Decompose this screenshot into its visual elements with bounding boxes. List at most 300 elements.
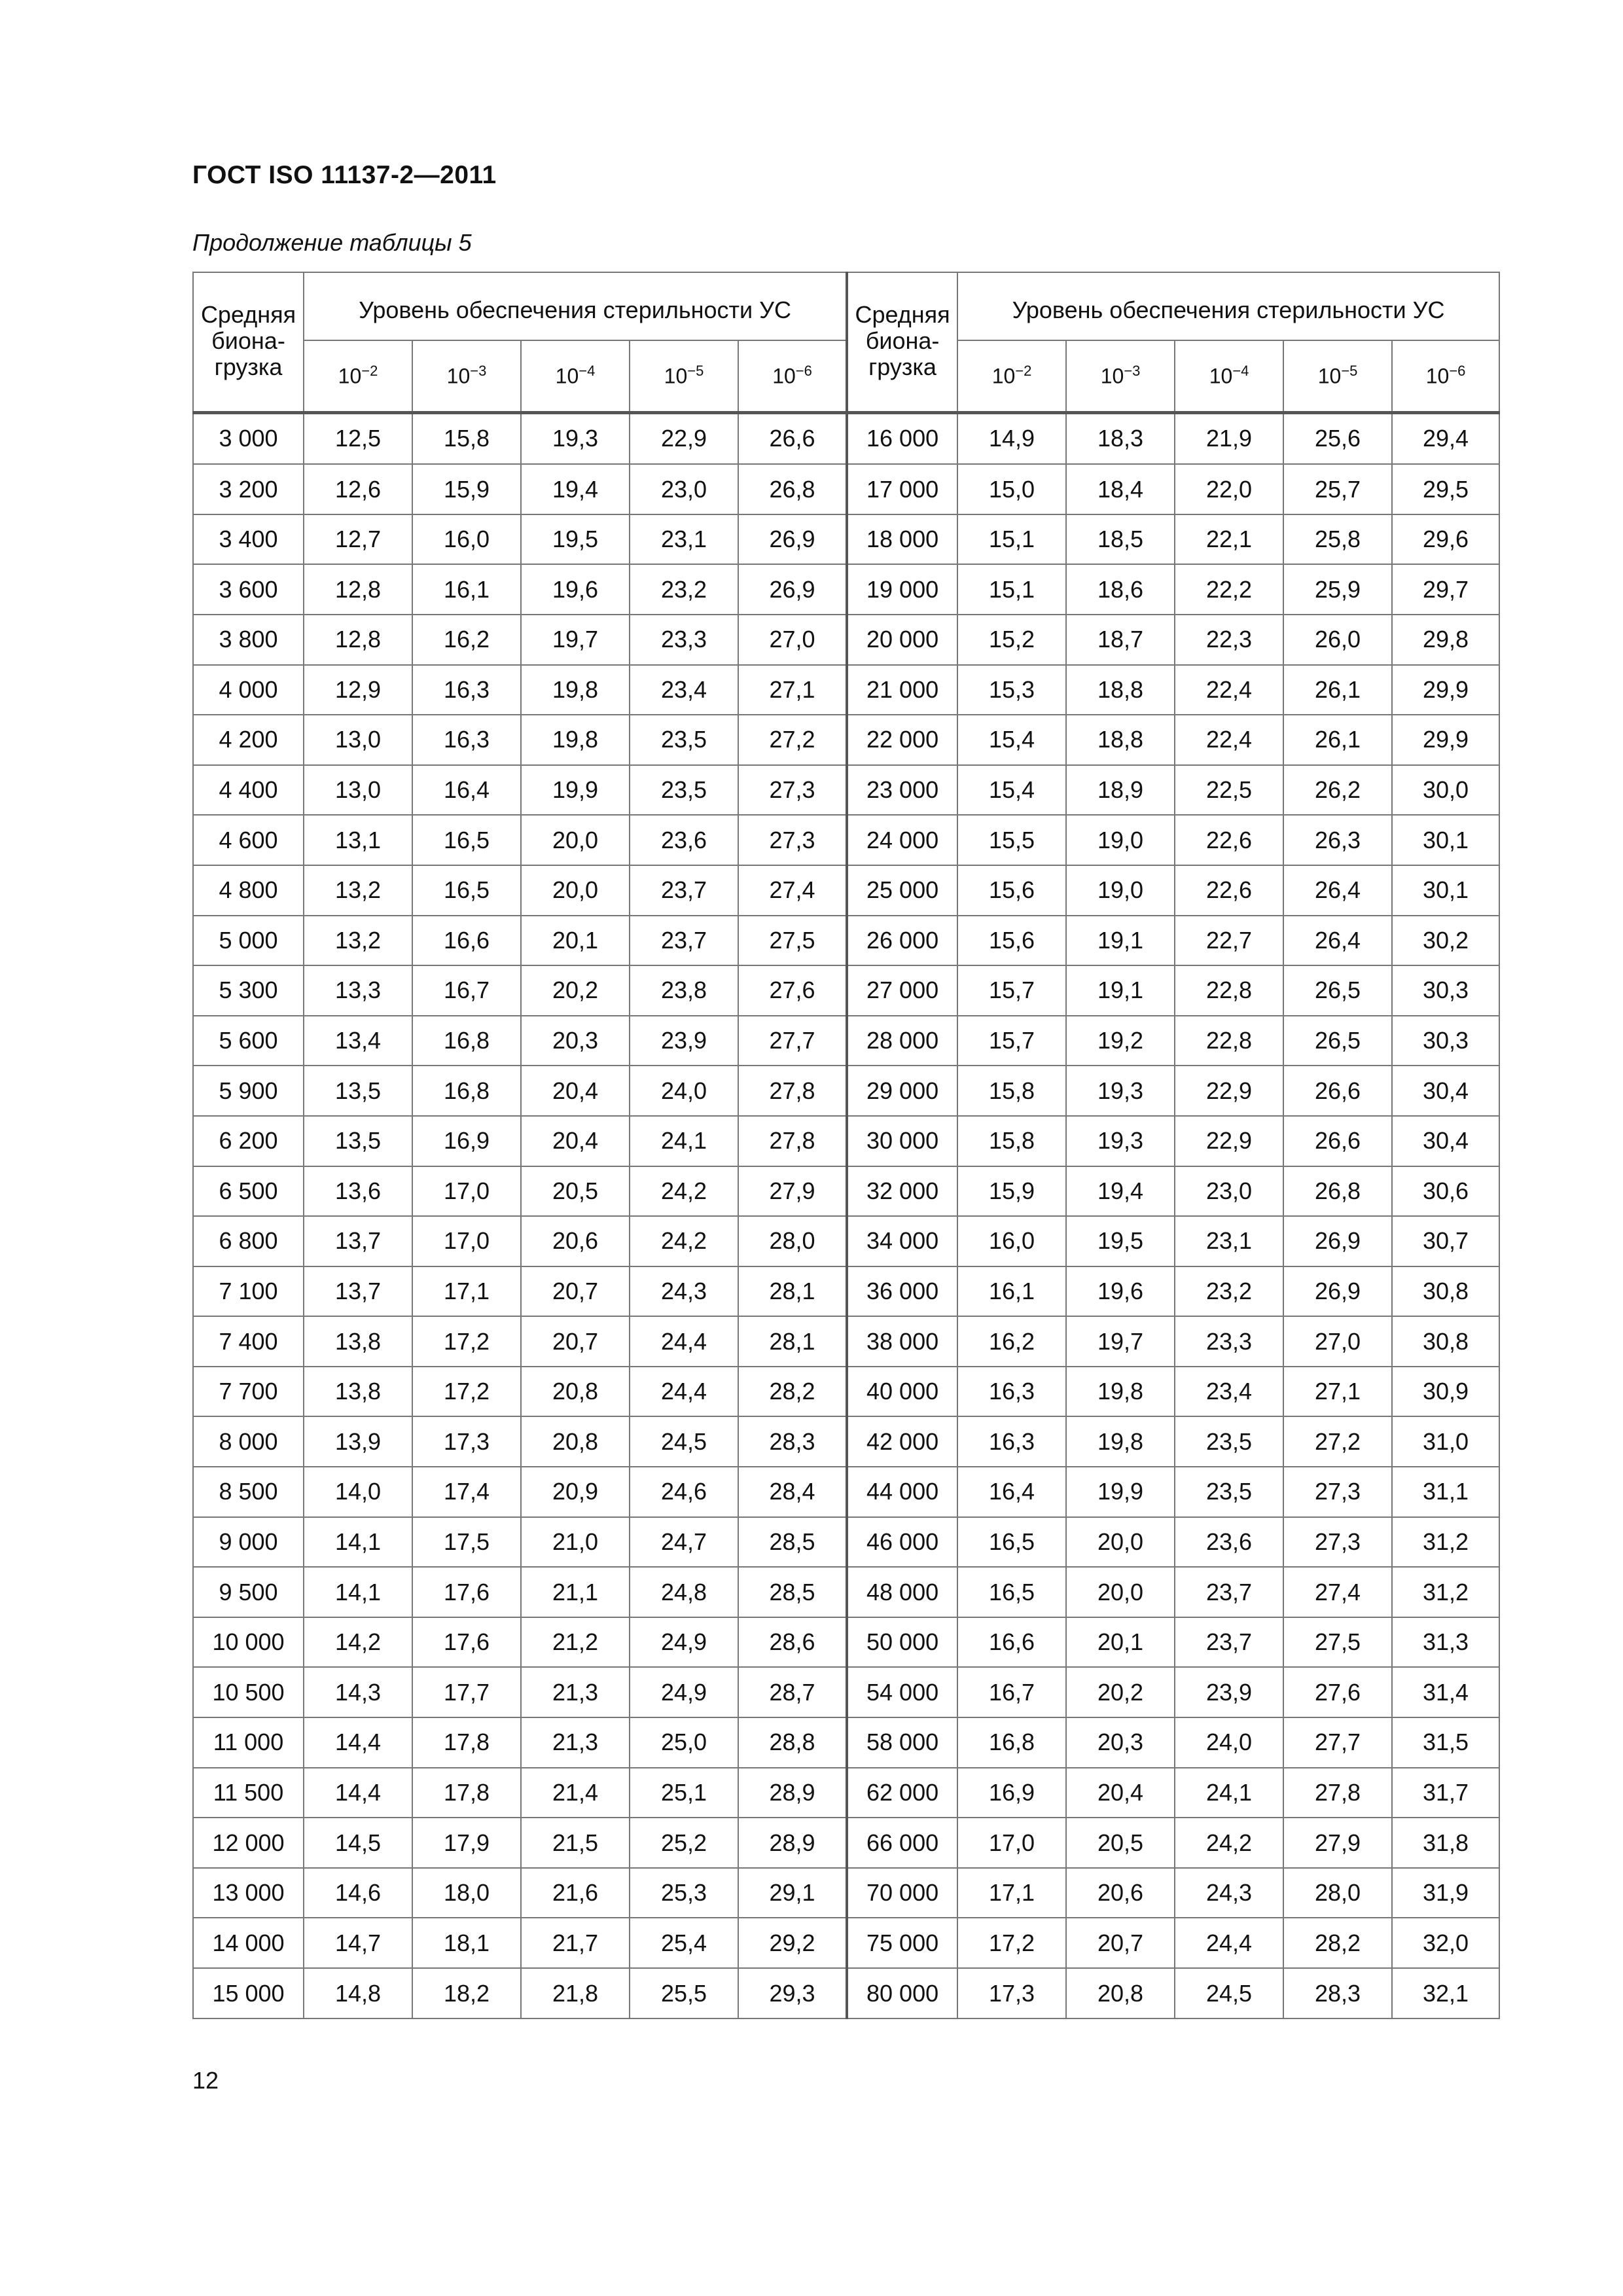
dose-cell: 23,6 (1175, 1517, 1283, 1568)
dose-cell: 21,5 (521, 1818, 630, 1868)
dose-cell: 13,3 (304, 965, 412, 1016)
dose-cell: 17,8 (412, 1768, 521, 1818)
dose-cell: 24,2 (1175, 1818, 1283, 1868)
dose-cell: 22,8 (1175, 1016, 1283, 1066)
dose-cell: 13,0 (304, 765, 412, 816)
dose-cell: 13,1 (304, 815, 412, 865)
dose-cell: 19,1 (1066, 916, 1175, 966)
dose-cell: 23,4 (630, 665, 738, 715)
table-row (193, 815, 1499, 865)
dose-cell: 27,3 (738, 815, 847, 865)
bioburden-cell: 11 000 (193, 1717, 304, 1768)
sal-base: 10 (1100, 365, 1124, 389)
dose-cell: 30,4 (1392, 1116, 1499, 1166)
dose-cell: 24,9 (630, 1617, 738, 1668)
dose-cell: 26,5 (1283, 965, 1392, 1016)
dose-cell: 28,4 (738, 1467, 847, 1517)
bioburden-cell: 25 000 (847, 865, 957, 916)
dose-cell: 18,2 (412, 1968, 521, 2018)
bioburden-cell: 6 200 (193, 1116, 304, 1166)
dose-cell: 17,4 (412, 1467, 521, 1517)
dose-cell: 23,9 (1175, 1667, 1283, 1717)
dose-cell: 30,8 (1392, 1316, 1499, 1367)
sal-base: 10 (1317, 365, 1342, 389)
dose-cell: 16,4 (412, 765, 521, 816)
dose-cell: 15,8 (412, 412, 521, 464)
table-row (193, 412, 1499, 464)
dose-cell: 26,5 (1283, 1016, 1392, 1066)
dose-cell: 14,1 (304, 1517, 412, 1568)
table-row (193, 1066, 1499, 1116)
dose-cell: 15,4 (957, 715, 1066, 765)
dose-cell: 15,9 (412, 464, 521, 514)
dose-cell: 31,1 (1392, 1467, 1499, 1517)
table-row (193, 1617, 1499, 1668)
dose-cell: 23,2 (1175, 1266, 1283, 1317)
dose-cell: 19,5 (521, 514, 630, 565)
column-header-mean-bioburden-line: биона- (211, 327, 285, 354)
dose-cell: 17,6 (412, 1567, 521, 1617)
dose-cell: 19,5 (1066, 1216, 1175, 1266)
dose-cell: 16,3 (957, 1416, 1066, 1467)
dose-cell: 20,4 (521, 1116, 630, 1166)
table-row (193, 1918, 1499, 1968)
bioburden-cell: 21 000 (847, 665, 957, 715)
bioburden-cell: 9 000 (193, 1517, 304, 1568)
bioburden-cell: 18 000 (847, 514, 957, 565)
dose-cell: 27,8 (738, 1116, 847, 1166)
dose-cell: 30,1 (1392, 815, 1499, 865)
bioburden-cell: 16 000 (847, 412, 957, 464)
bioburden-cell: 50 000 (847, 1617, 957, 1668)
dose-cell: 28,1 (738, 1266, 847, 1317)
dose-cell: 16,3 (412, 665, 521, 715)
dose-cell: 14,2 (304, 1617, 412, 1668)
column-header-sal-exponent (1392, 340, 1499, 412)
bioburden-cell: 17 000 (847, 464, 957, 514)
sal-base: 10 (664, 365, 688, 389)
dose-cell: 23,7 (1175, 1617, 1283, 1668)
sal-exponent: −2 (1015, 363, 1032, 380)
bioburden-cell: 48 000 (847, 1567, 957, 1617)
dose-cell: 17,7 (412, 1667, 521, 1717)
bioburden-cell: 3 800 (193, 615, 304, 665)
bioburden-cell: 34 000 (847, 1216, 957, 1266)
table-row (193, 965, 1499, 1016)
dose-cell: 23,4 (1175, 1367, 1283, 1417)
dose-cell: 28,1 (738, 1316, 847, 1367)
table-row (193, 665, 1499, 715)
dose-cell: 31,4 (1392, 1667, 1499, 1717)
dose-cell: 26,6 (1283, 1116, 1392, 1166)
bioburden-cell: 29 000 (847, 1066, 957, 1116)
sal-base: 10 (1209, 365, 1233, 389)
bioburden-cell: 5 300 (193, 965, 304, 1016)
column-header-sal-exponent (304, 340, 412, 412)
dose-cell: 19,6 (521, 564, 630, 615)
dose-cell: 13,7 (304, 1266, 412, 1317)
dose-cell: 31,2 (1392, 1517, 1499, 1568)
dose-cell: 27,8 (1283, 1768, 1392, 1818)
dose-cell: 16,8 (412, 1016, 521, 1066)
dose-cell: 30,3 (1392, 1016, 1499, 1066)
dose-cell: 19,4 (521, 464, 630, 514)
dose-cell: 26,4 (1283, 865, 1392, 916)
bioburden-cell: 70 000 (847, 1868, 957, 1918)
column-header-sterility-assurance-level: Уровень обеспечения стерильности УС (957, 272, 1499, 340)
dose-cell: 17,6 (412, 1617, 521, 1668)
sal-base: 10 (772, 365, 796, 389)
column-header-mean-bioburden-line: грузка (214, 353, 283, 380)
dose-cell: 23,7 (630, 916, 738, 966)
dose-cell: 17,2 (412, 1316, 521, 1367)
dose-cell: 30,0 (1392, 765, 1499, 816)
dose-cell: 16,5 (957, 1517, 1066, 1568)
dose-cell: 16,0 (957, 1216, 1066, 1266)
dose-cell: 28,2 (1283, 1918, 1392, 1968)
dose-cell: 23,7 (1175, 1567, 1283, 1617)
dose-cell: 15,9 (957, 1166, 1066, 1217)
dose-cell: 20,8 (521, 1367, 630, 1417)
dose-cell: 27,5 (738, 916, 847, 966)
sterilization-dose-table (192, 272, 1500, 2019)
dose-cell: 20,5 (1066, 1818, 1175, 1868)
dose-cell: 31,9 (1392, 1868, 1499, 1918)
dose-cell: 22,9 (1175, 1066, 1283, 1116)
dose-cell: 32,1 (1392, 1968, 1499, 2018)
dose-cell: 16,6 (957, 1617, 1066, 1668)
table-row (193, 1216, 1499, 1266)
table-row (193, 1868, 1499, 1918)
table-header (193, 272, 1499, 412)
bioburden-cell: 4 400 (193, 765, 304, 816)
bioburden-cell: 27 000 (847, 965, 957, 1016)
dose-cell: 28,3 (1283, 1968, 1392, 2018)
dose-cell: 12,6 (304, 464, 412, 514)
sal-base: 10 (446, 365, 471, 389)
sal-exponent: −3 (1124, 363, 1141, 380)
dose-cell: 25,3 (630, 1868, 738, 1918)
dose-cell: 26,1 (1283, 665, 1392, 715)
sal-exponent: −6 (1449, 363, 1466, 380)
dose-cell: 16,5 (412, 815, 521, 865)
dose-cell: 25,4 (630, 1918, 738, 1968)
dose-cell: 12,7 (304, 514, 412, 565)
dose-cell: 29,8 (1392, 615, 1499, 665)
bioburden-cell: 9 500 (193, 1567, 304, 1617)
bioburden-cell: 38 000 (847, 1316, 957, 1367)
column-header-sal-exponent (957, 340, 1066, 412)
dose-cell: 16,7 (957, 1667, 1066, 1717)
dose-cell: 18,4 (1066, 464, 1175, 514)
dose-cell: 20,4 (1066, 1768, 1175, 1818)
dose-cell: 16,1 (957, 1266, 1066, 1317)
bioburden-cell: 66 000 (847, 1818, 957, 1868)
dose-cell: 14,7 (304, 1918, 412, 1968)
dose-cell: 19,3 (521, 412, 630, 464)
dose-cell: 21,8 (521, 1968, 630, 2018)
dose-cell: 20,2 (1066, 1667, 1175, 1717)
dose-cell: 16,2 (412, 615, 521, 665)
dose-cell: 16,9 (957, 1768, 1066, 1818)
dose-cell: 16,6 (412, 916, 521, 966)
dose-cell: 29,1 (738, 1868, 847, 1918)
dose-cell: 28,8 (738, 1717, 847, 1768)
bioburden-cell: 24 000 (847, 815, 957, 865)
dose-cell: 24,4 (630, 1367, 738, 1417)
dose-cell: 19,0 (1066, 815, 1175, 865)
table-row (193, 1567, 1499, 1617)
dose-cell: 22,6 (1175, 865, 1283, 916)
dose-cell: 31,5 (1392, 1717, 1499, 1768)
dose-cell: 19,6 (1066, 1266, 1175, 1317)
dose-cell: 14,1 (304, 1567, 412, 1617)
dose-cell: 19,7 (521, 615, 630, 665)
bioburden-cell: 58 000 (847, 1717, 957, 1768)
dose-cell: 24,1 (630, 1116, 738, 1166)
table-row (193, 1717, 1499, 1768)
table-row (193, 1166, 1499, 1217)
dose-cell: 20,7 (1066, 1918, 1175, 1968)
dose-cell: 24,5 (1175, 1968, 1283, 2018)
dose-cell: 28,0 (738, 1216, 847, 1266)
bioburden-cell: 3 400 (193, 514, 304, 565)
dose-cell: 27,1 (738, 665, 847, 715)
bioburden-cell: 5 600 (193, 1016, 304, 1066)
bioburden-cell: 19 000 (847, 564, 957, 615)
dose-cell: 25,7 (1283, 464, 1392, 514)
dose-cell: 22,9 (630, 412, 738, 464)
sal-exponent: −5 (1341, 363, 1358, 380)
dose-cell: 31,2 (1392, 1567, 1499, 1617)
dose-cell: 24,9 (630, 1667, 738, 1717)
dose-cell: 20,0 (521, 815, 630, 865)
dose-cell: 30,2 (1392, 916, 1499, 966)
dose-cell: 23,1 (1175, 1216, 1283, 1266)
dose-cell: 19,0 (1066, 865, 1175, 916)
table-row (193, 1016, 1499, 1066)
dose-cell: 23,5 (630, 715, 738, 765)
bioburden-cell: 42 000 (847, 1416, 957, 1467)
dose-cell: 22,0 (1175, 464, 1283, 514)
bioburden-cell: 13 000 (193, 1868, 304, 1918)
dose-cell: 15,4 (957, 765, 1066, 816)
table-row (193, 1768, 1499, 1818)
dose-cell: 16,0 (412, 514, 521, 565)
table-row (193, 1416, 1499, 1467)
column-header-sal-exponent (630, 340, 738, 412)
dose-cell: 23,3 (1175, 1316, 1283, 1367)
bioburden-cell: 12 000 (193, 1818, 304, 1868)
dose-cell: 23,1 (630, 514, 738, 565)
dose-cell: 28,7 (738, 1667, 847, 1717)
dose-cell: 22,6 (1175, 815, 1283, 865)
dose-cell: 29,5 (1392, 464, 1499, 514)
dose-cell: 29,9 (1392, 715, 1499, 765)
dose-cell: 29,6 (1392, 514, 1499, 565)
bioburden-cell: 5 900 (193, 1066, 304, 1116)
column-header-mean-bioburden (847, 272, 957, 412)
dose-cell: 19,9 (1066, 1467, 1175, 1517)
dose-cell: 24,2 (630, 1216, 738, 1266)
dose-cell: 28,9 (738, 1818, 847, 1868)
dose-cell: 30,1 (1392, 865, 1499, 916)
dose-cell: 26,8 (1283, 1166, 1392, 1217)
dose-cell: 17,2 (957, 1918, 1066, 1968)
dose-cell: 16,3 (957, 1367, 1066, 1417)
dose-cell: 14,0 (304, 1467, 412, 1517)
table-row (193, 1517, 1499, 1568)
table-row (193, 865, 1499, 916)
dose-cell: 20,4 (521, 1066, 630, 1116)
dose-cell: 25,6 (1283, 412, 1392, 464)
dose-cell: 19,2 (1066, 1016, 1175, 1066)
bioburden-cell: 40 000 (847, 1367, 957, 1417)
dose-cell: 24,8 (630, 1567, 738, 1617)
dose-cell: 15,1 (957, 564, 1066, 615)
column-header-mean-bioburden-line: грузка (868, 353, 936, 380)
dose-cell: 15,2 (957, 615, 1066, 665)
dose-cell: 24,4 (630, 1316, 738, 1367)
dose-cell: 26,9 (738, 564, 847, 615)
dose-cell: 20,5 (521, 1166, 630, 1217)
dose-cell: 16,4 (957, 1467, 1066, 1517)
dose-cell: 13,0 (304, 715, 412, 765)
dose-cell: 14,6 (304, 1868, 412, 1918)
dose-cell: 27,7 (738, 1016, 847, 1066)
dose-cell: 27,4 (738, 865, 847, 916)
dose-cell: 15,3 (957, 665, 1066, 715)
dose-cell: 15,8 (957, 1066, 1066, 1116)
dose-cell: 21,6 (521, 1868, 630, 1918)
dose-cell: 27,0 (1283, 1316, 1392, 1367)
bioburden-cell: 32 000 (847, 1166, 957, 1217)
dose-cell: 25,8 (1283, 514, 1392, 565)
dose-cell: 24,0 (1175, 1717, 1283, 1768)
dose-cell: 17,3 (957, 1968, 1066, 2018)
dose-cell: 12,5 (304, 412, 412, 464)
sal-exponent: −4 (1232, 363, 1249, 380)
dose-cell: 20,2 (521, 965, 630, 1016)
dose-cell: 25,0 (630, 1717, 738, 1768)
bioburden-cell: 7 400 (193, 1316, 304, 1367)
dose-cell: 27,4 (1283, 1567, 1392, 1617)
bioburden-cell: 6 500 (193, 1166, 304, 1217)
dose-cell: 16,8 (412, 1066, 521, 1116)
dose-cell: 12,8 (304, 564, 412, 615)
bioburden-cell: 20 000 (847, 615, 957, 665)
dose-cell: 26,0 (1283, 615, 1392, 665)
dose-cell: 27,5 (1283, 1617, 1392, 1668)
dose-cell: 31,3 (1392, 1617, 1499, 1668)
dose-cell: 25,9 (1283, 564, 1392, 615)
dose-cell: 28,3 (738, 1416, 847, 1467)
dose-cell: 22,9 (1175, 1116, 1283, 1166)
dose-cell: 27,0 (738, 615, 847, 665)
dose-cell: 17,5 (412, 1517, 521, 1568)
dose-cell: 23,6 (630, 815, 738, 865)
dose-cell: 17,3 (412, 1416, 521, 1467)
dose-cell: 29,7 (1392, 564, 1499, 615)
dose-cell: 21,4 (521, 1768, 630, 1818)
dose-cell: 30,8 (1392, 1266, 1499, 1317)
bioburden-cell: 15 000 (193, 1968, 304, 2018)
dose-cell: 15,8 (957, 1116, 1066, 1166)
dose-cell: 30,9 (1392, 1367, 1499, 1417)
bioburden-cell: 3 200 (193, 464, 304, 514)
dose-cell: 27,9 (1283, 1818, 1392, 1868)
page-number: 12 (192, 2067, 219, 2094)
dose-cell: 20,0 (521, 865, 630, 916)
dose-cell: 30,6 (1392, 1166, 1499, 1217)
column-header-sal-exponent (1283, 340, 1392, 412)
dose-cell: 14,5 (304, 1818, 412, 1868)
dose-cell: 17,0 (412, 1216, 521, 1266)
table-row (193, 916, 1499, 966)
sal-exponent: −6 (795, 363, 812, 380)
dose-cell: 28,6 (738, 1617, 847, 1668)
dose-cell: 15,6 (957, 916, 1066, 966)
dose-cell: 29,2 (738, 1918, 847, 1968)
dose-cell: 27,9 (738, 1166, 847, 1217)
dose-cell: 29,9 (1392, 665, 1499, 715)
dose-cell: 19,3 (1066, 1066, 1175, 1116)
dose-cell: 26,9 (738, 514, 847, 565)
dose-cell: 21,7 (521, 1918, 630, 1968)
dose-cell: 17,8 (412, 1717, 521, 1768)
column-header-sal-exponent (1175, 340, 1283, 412)
bioburden-cell: 4 000 (193, 665, 304, 715)
dose-cell: 21,0 (521, 1517, 630, 1568)
dose-cell: 17,0 (957, 1818, 1066, 1868)
dose-cell: 22,4 (1175, 715, 1283, 765)
table-row (193, 464, 1499, 514)
table-row (193, 1818, 1499, 1868)
dose-cell: 19,9 (521, 765, 630, 816)
column-header-mean-bioburden-line: Средняя (855, 301, 950, 328)
bioburden-cell: 80 000 (847, 1968, 957, 2018)
dose-cell: 22,2 (1175, 564, 1283, 615)
dose-cell: 27,6 (738, 965, 847, 1016)
dose-cell: 24,3 (1175, 1868, 1283, 1918)
dose-cell: 14,8 (304, 1968, 412, 2018)
dose-cell: 13,8 (304, 1316, 412, 1367)
dose-cell: 18,6 (1066, 564, 1175, 615)
dose-cell: 26,9 (1283, 1216, 1392, 1266)
dose-cell: 21,9 (1175, 412, 1283, 464)
table-row (193, 514, 1499, 565)
table-row (193, 1266, 1499, 1317)
dose-cell: 17,0 (412, 1166, 521, 1217)
dose-cell: 26,6 (738, 412, 847, 464)
dose-cell: 23,5 (1175, 1416, 1283, 1467)
dose-cell: 26,4 (1283, 916, 1392, 966)
dose-cell: 20,9 (521, 1467, 630, 1517)
dose-cell: 20,0 (1066, 1567, 1175, 1617)
dose-cell: 13,5 (304, 1066, 412, 1116)
dose-cell: 22,3 (1175, 615, 1283, 665)
dose-cell: 14,9 (957, 412, 1066, 464)
table-caption: Продолжение таблицы 5 (192, 229, 472, 256)
dose-cell: 16,9 (412, 1116, 521, 1166)
dose-cell: 19,4 (1066, 1166, 1175, 1217)
dose-cell: 28,5 (738, 1517, 847, 1568)
dose-cell: 19,8 (1066, 1416, 1175, 1467)
sal-base: 10 (338, 365, 362, 389)
dose-cell: 28,0 (1283, 1868, 1392, 1918)
bioburden-cell: 54 000 (847, 1667, 957, 1717)
table-row (193, 1467, 1499, 1517)
